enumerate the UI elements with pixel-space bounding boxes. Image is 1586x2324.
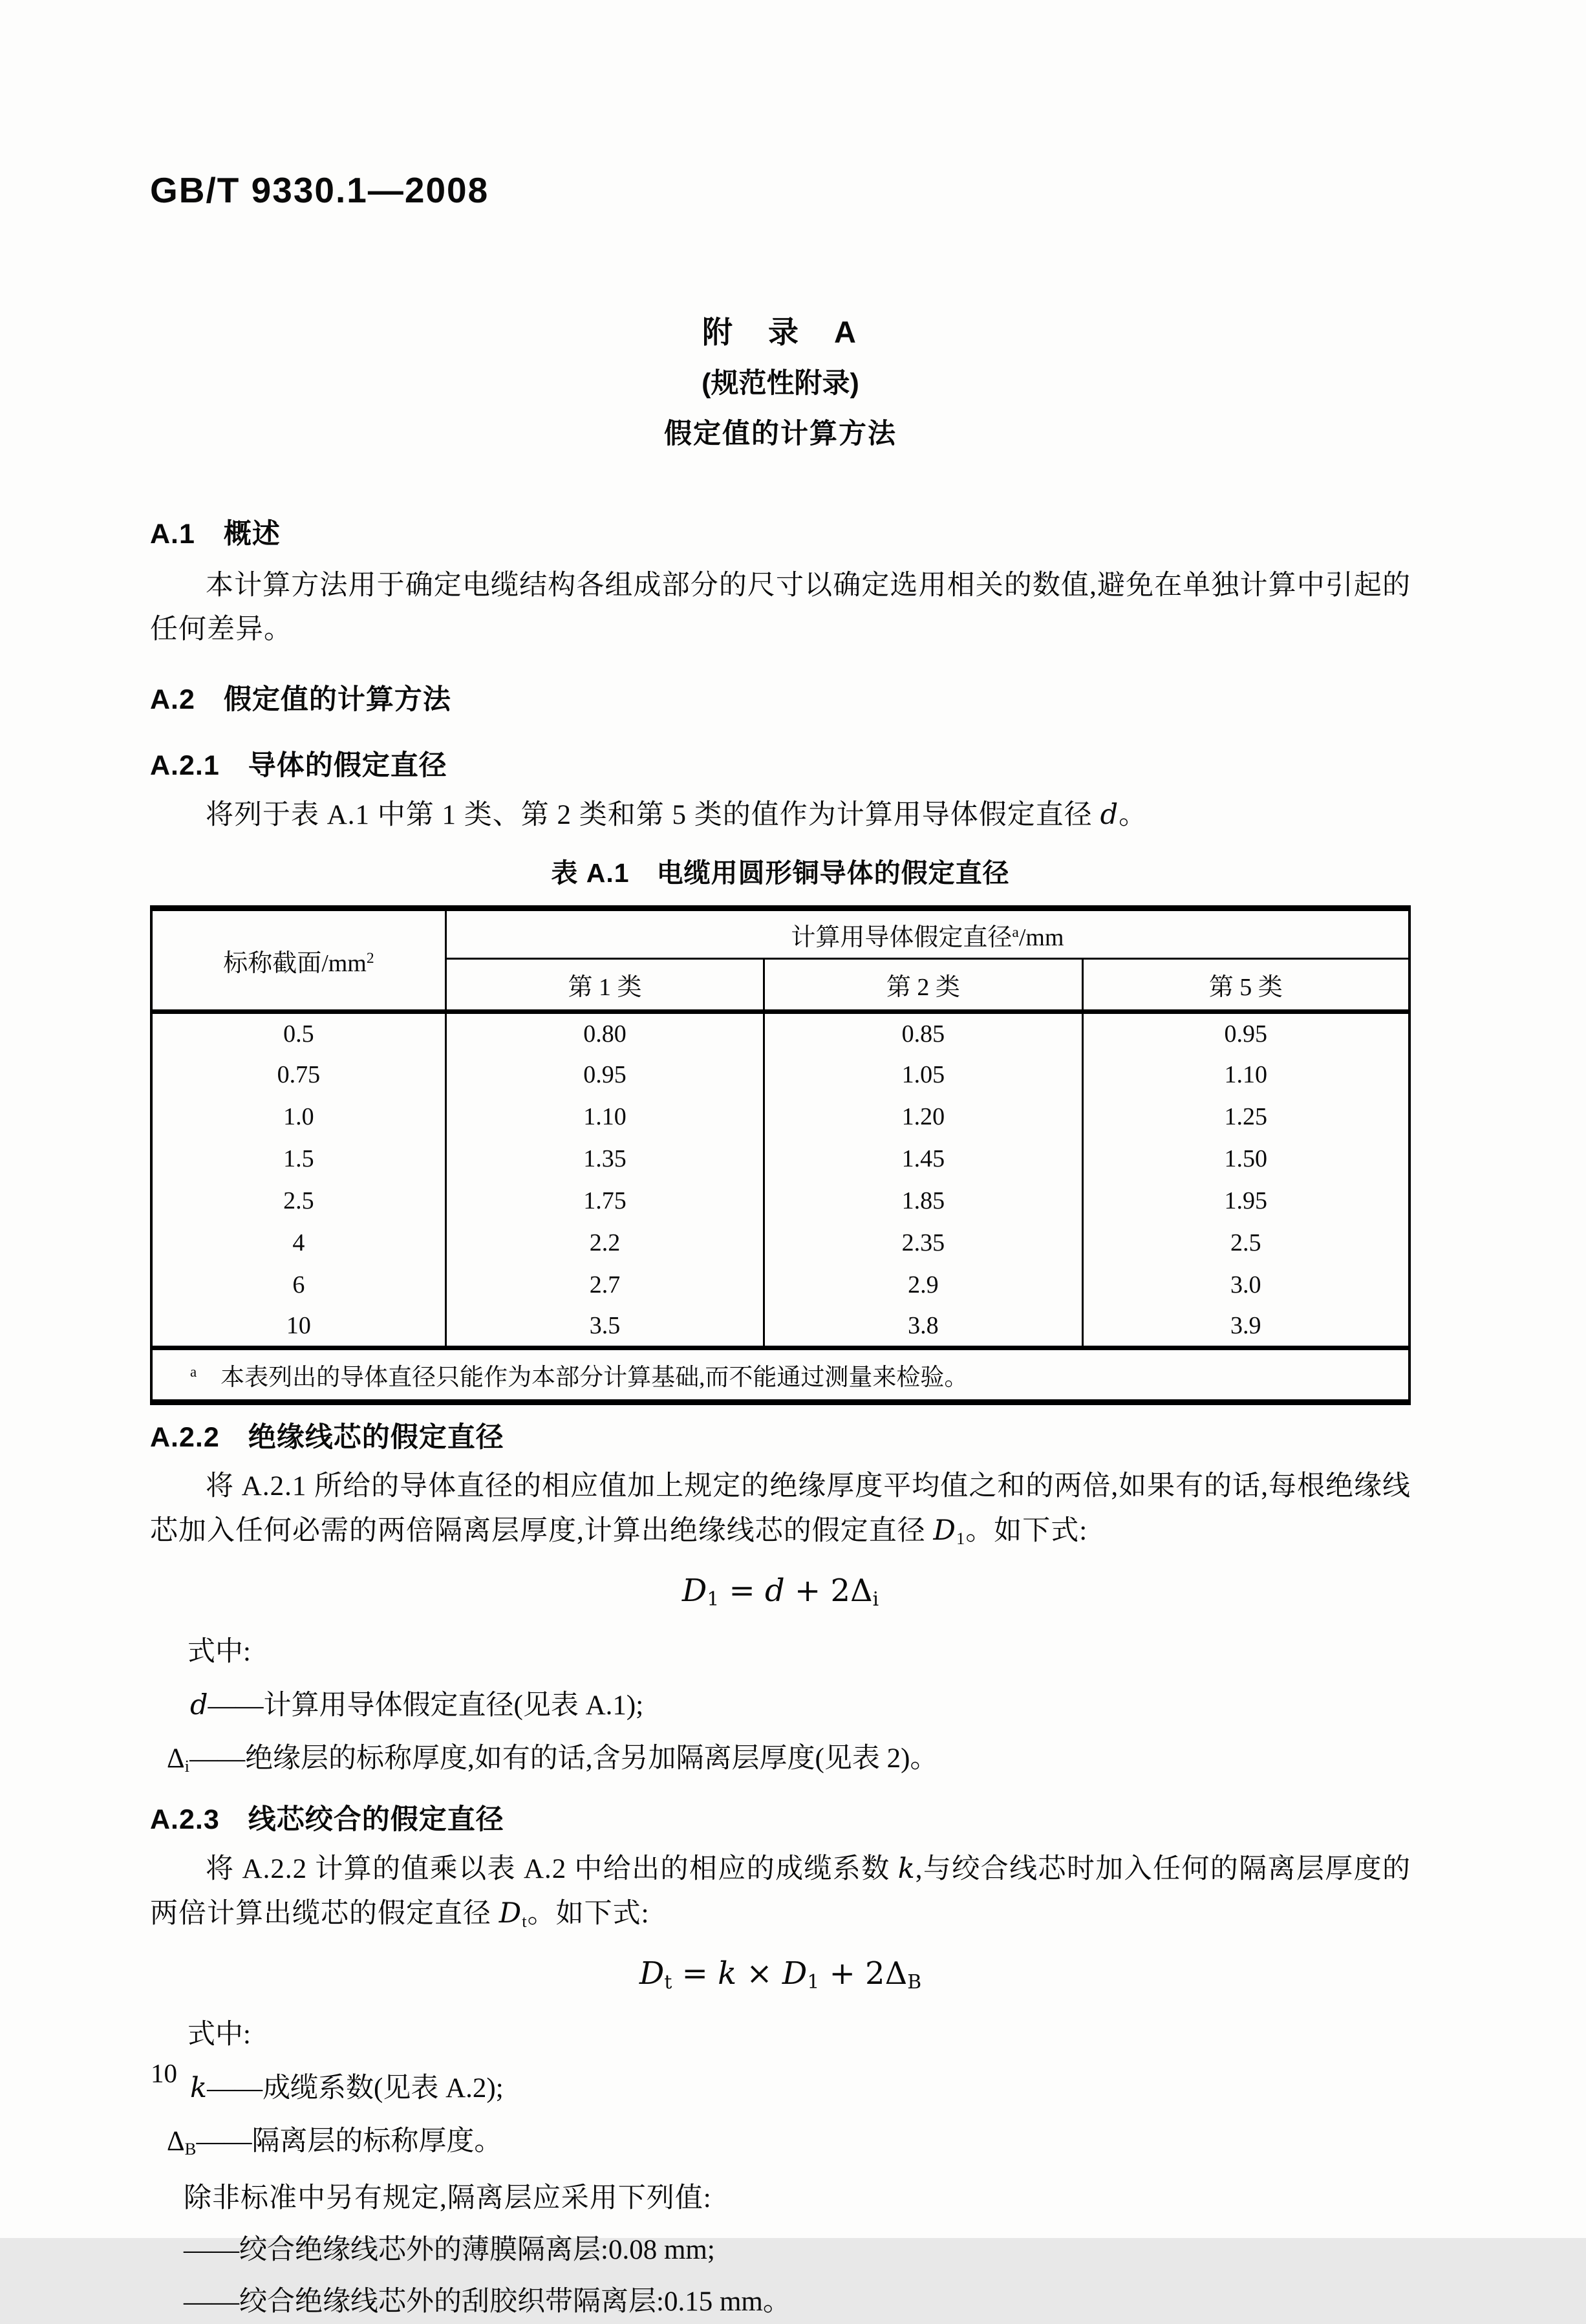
table-cell: 1.20 bbox=[764, 1096, 1082, 1138]
table-cell: 0.75 bbox=[151, 1054, 445, 1096]
heading-a2: A.2 假定值的计算方法 bbox=[150, 684, 451, 715]
table-a1-body bbox=[151, 1012, 1409, 1348]
table-cell: 1.50 bbox=[1082, 1138, 1409, 1180]
table-row bbox=[151, 1096, 1409, 1138]
definition-delta-b: $\Delta_B——$隔离层的标称厚度。 bbox=[167, 2126, 502, 2158]
bullet-tape-separator: ——绞合绝缘线芯外的刮胶织带隔离层:0.15 mm。 bbox=[184, 2286, 791, 2317]
table-cell: 1.0 bbox=[151, 1096, 445, 1138]
table-a1 bbox=[150, 905, 1411, 1405]
column-group-header-assumed-diameter: 计算用导体假定直径$^a$/mm bbox=[445, 909, 1409, 959]
table-cell: 3.5 bbox=[445, 1306, 764, 1348]
appendix-subtitle-normative: (规范性附录) bbox=[702, 368, 859, 399]
appendix-subtitle-method: 假定值的计算方法 bbox=[664, 418, 897, 449]
table-a1-caption: 表 A.1 电缆用圆形铜导体的假定直径 bbox=[551, 858, 1010, 888]
where-label-a22: 式中: bbox=[188, 1637, 251, 1667]
table-cell: 4 bbox=[151, 1222, 445, 1264]
table-cell: 3.0 bbox=[1082, 1264, 1409, 1306]
column-header-class5: 第 5 类 bbox=[1082, 959, 1409, 1012]
table-cell: 3.8 bbox=[764, 1306, 1082, 1348]
formula-d1: $D_1 = d + 2\Delta_i$ bbox=[681, 1573, 879, 1611]
heading-a23: A.2.3 线芯绞合的假定直径 bbox=[150, 1804, 504, 1835]
table-cell: 1.05 bbox=[764, 1054, 1082, 1096]
table-cell: 3.9 bbox=[1082, 1306, 1409, 1348]
table-cell: 1.10 bbox=[445, 1096, 764, 1138]
definition-k: k——成缆系数(见表 A.2); bbox=[190, 2072, 504, 2104]
column-header-nominal-cross-section: 标称截面$/mm^2$ bbox=[151, 909, 445, 1012]
table-cell: 1.25 bbox=[1082, 1096, 1409, 1138]
paragraph-separator-note: 除非标准中另有规定,隔离层应采用下列值: bbox=[184, 2183, 712, 2213]
heading-a22: A.2.2 绝缘线芯的假定直径 bbox=[150, 1422, 504, 1453]
where-label-a23: 式中: bbox=[188, 2019, 251, 2050]
table-cell: 0.85 bbox=[764, 1012, 1082, 1054]
appendix-title-block bbox=[150, 307, 1411, 459]
table-row bbox=[151, 1180, 1409, 1222]
table-a1-header bbox=[151, 909, 1409, 1012]
heading-a1: A.1 概述 bbox=[150, 519, 281, 550]
table-cell: 0.80 bbox=[445, 1012, 764, 1054]
paragraph-a23: 将 A.2.2 计算的值乘以表 A.2 中给出的相应的成缆系数 k,与绞合线芯时加入任何的隔离层厚度的两倍计算出缆芯的假定直径 $D_t$。如下式: bbox=[150, 1853, 1411, 1931]
standard-number: GB/T 9330.1—2008 bbox=[150, 170, 489, 210]
table-row bbox=[151, 1012, 1409, 1054]
table-cell: 1.45 bbox=[764, 1138, 1082, 1180]
page-number: 10 bbox=[151, 2058, 177, 2088]
table-cell: 1.75 bbox=[445, 1180, 764, 1222]
table-cell: 2.35 bbox=[764, 1222, 1082, 1264]
table-cell: 1.10 bbox=[1082, 1054, 1409, 1096]
bullet-film-separator: ——绞合绝缘线芯外的薄膜隔离层:0.08 mm; bbox=[184, 2235, 715, 2265]
column-header-class1: 第 1 类 bbox=[445, 959, 764, 1012]
table-row bbox=[151, 1054, 1409, 1096]
paragraph-a1: 本计算方法用于确定电缆结构各组成部分的尺寸以确定选用相关的数值,避免在单独计算中引起的任何差异。 bbox=[150, 570, 1411, 645]
table-cell: 1.5 bbox=[151, 1138, 445, 1180]
table-cell: 2.2 bbox=[445, 1222, 764, 1264]
table-cell: 0.5 bbox=[151, 1012, 445, 1054]
column-header-class2: 第 2 类 bbox=[764, 959, 1082, 1012]
table-cell: 1.95 bbox=[1082, 1180, 1409, 1222]
table-row bbox=[151, 1306, 1409, 1348]
table-cell: 10 bbox=[151, 1306, 445, 1348]
table-cell: 2.9 bbox=[764, 1264, 1082, 1306]
table-row bbox=[151, 1138, 1409, 1180]
table-cell: 1.85 bbox=[764, 1180, 1082, 1222]
table-a1-footer bbox=[151, 1348, 1409, 1403]
table-cell: 2.5 bbox=[1082, 1222, 1409, 1264]
table-a1-footnote: $^a$ 本表列出的导体直径只能作为本部分计算基础,而不能通过测量来检验。 bbox=[151, 1348, 1409, 1403]
definition-d: d——计算用导体假定直径(见表 A.1); bbox=[190, 1689, 644, 1721]
table-cell: 6 bbox=[151, 1264, 445, 1306]
table-cell: 1.35 bbox=[445, 1138, 764, 1180]
definition-delta-i: $\Delta_i——$绝缘层的标称厚度,如有的话,含另加隔离层厚度(见表 2)。 bbox=[167, 1743, 938, 1776]
table-row bbox=[151, 1264, 1409, 1306]
heading-a21: A.2.1 导体的假定直径 bbox=[150, 750, 447, 781]
table-row bbox=[151, 1222, 1409, 1264]
appendix-title: 附 录 A bbox=[702, 315, 859, 349]
paragraph-a22: 将 A.2.1 所给的导体直径的相应值加上规定的绝缘厚度平均值之和的两倍,如果有的话,每根绝缘线芯加入任何必需的两倍隔离层厚度,计算出绝缘线芯的假定直径 $D_1$。如下式: bbox=[150, 1471, 1411, 1548]
table-cell: 2.5 bbox=[151, 1180, 445, 1222]
table-cell: 2.7 bbox=[445, 1264, 764, 1306]
paragraph-a21-intro: 将列于表 A.1 中第 1 类、第 2 类和第 5 类的值作为计算用导体假定直径 d。 bbox=[206, 799, 1148, 831]
formula-dt: $D_t = k \times D_1 + 2\Delta_B$ bbox=[639, 1955, 922, 1994]
table-cell: 0.95 bbox=[445, 1054, 764, 1096]
table-cell: 0.95 bbox=[1082, 1012, 1409, 1054]
